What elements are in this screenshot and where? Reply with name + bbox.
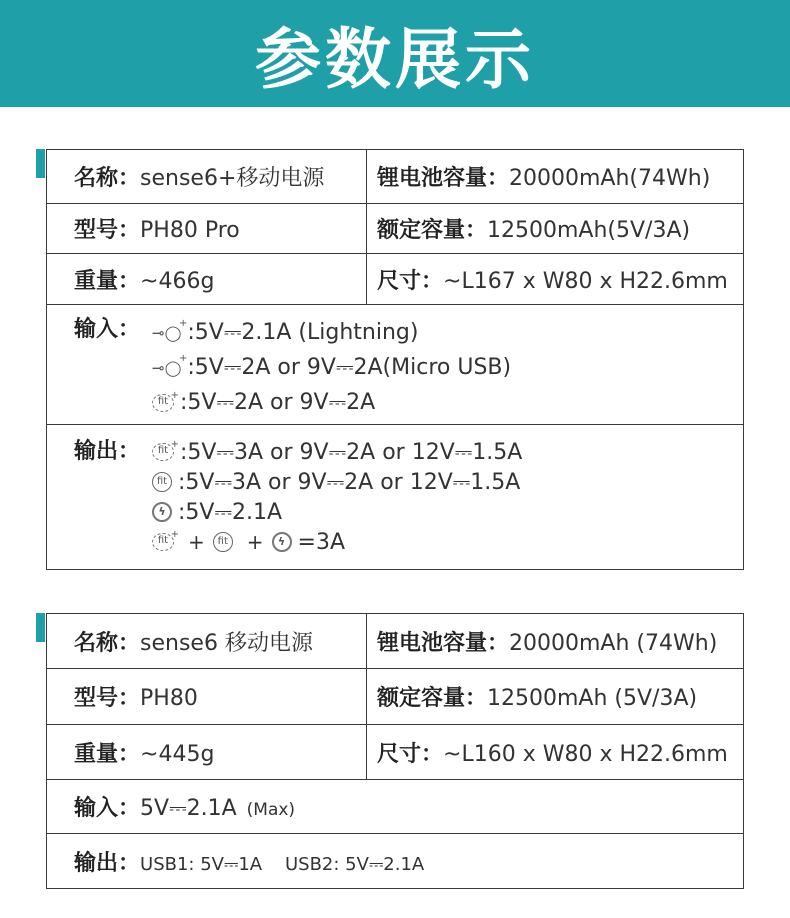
battery-value: 20000mAh(74Wh) (509, 166, 711, 191)
output-line (152, 437, 522, 467)
micro-usb-input-icon: ⊸◯ + (152, 352, 188, 377)
output-label: 输出： (74, 439, 141, 464)
weight-value: ~445g (140, 741, 215, 767)
rated-value: 12500mAh(5V/3A) (487, 218, 691, 243)
input-line (152, 315, 511, 350)
section-accent-bar (36, 149, 45, 178)
table-row (47, 150, 744, 204)
fit-circle-output-icon: fit (213, 532, 233, 552)
table-row (47, 254, 744, 305)
spec-table-std (46, 613, 744, 889)
table-row (47, 305, 744, 425)
output-total-text: =3A (297, 529, 346, 555)
table-row (47, 425, 744, 570)
table-row (47, 780, 744, 834)
plus-sign: + (246, 530, 264, 554)
weight-cell (47, 254, 367, 305)
output-line (152, 467, 522, 497)
model-cell (47, 204, 367, 254)
output-line-text: :5V⎓3A or 9V⎓2A or 12V⎓1.5A (180, 439, 523, 465)
output-total-line (152, 527, 522, 557)
battery-label: 锂电池容量： (377, 630, 510, 656)
section-accent-bar (36, 613, 45, 642)
battery-label: 锂电池容量： (377, 166, 510, 191)
input-line-text: :5V⎓2.1A (Lightning) (187, 320, 419, 345)
input-value: 5V⎓2.1A (140, 796, 237, 821)
output-line (152, 497, 522, 527)
output-value: USB1: 5V⎓1A USB2: 5V⎓2.1A (140, 853, 425, 875)
output-cell (47, 834, 744, 889)
rated-cell (367, 669, 744, 725)
input-cell (47, 305, 744, 425)
input-label: 输入： (74, 796, 141, 821)
weight-value: ~466g (140, 268, 215, 294)
name-value: sense6 移动电源 (140, 630, 313, 656)
input-label: 输入： (74, 317, 141, 342)
battery-cell (367, 150, 744, 204)
input-line (152, 385, 511, 420)
size-cell (367, 254, 744, 305)
fit-circle-output-icon: fit (152, 472, 172, 492)
table-row (47, 614, 744, 669)
rated-label: 额定容量： (377, 686, 488, 711)
model-value: PH80 Pro (140, 218, 240, 243)
weight-cell (47, 725, 367, 780)
size-value: ~L160 x W80 x H22.6mm (443, 741, 728, 767)
header-banner (0, 0, 790, 107)
output-line-text: :5V⎓3A or 9V⎓2A or 12V⎓1.5A (178, 469, 521, 495)
fit-dotted-output-icon: fit + (152, 533, 174, 551)
quick-charge-output-icon: ϟ (152, 502, 172, 522)
input-cell (47, 780, 744, 834)
size-cell (367, 725, 744, 780)
rated-value: 12500mAh (5V/3A) (487, 686, 698, 711)
fit-dotted-output-icon: fit + (152, 443, 174, 461)
output-line-text: :5V⎓2.1A (178, 499, 283, 525)
name-cell (47, 150, 367, 204)
rated-cell (367, 204, 744, 254)
size-label: 尺寸： (377, 268, 444, 294)
model-cell (47, 669, 367, 725)
weight-label: 重量： (74, 268, 141, 294)
table-row (47, 204, 744, 254)
name-label: 名称： (74, 630, 141, 656)
output-label: 输出： (74, 850, 141, 876)
page-title: 参数展示 (255, 21, 535, 98)
table-row (47, 834, 744, 889)
rated-label: 额定容量： (377, 218, 488, 243)
model-label: 型号： (74, 686, 141, 711)
input-line-text: :5V⎓2A or 9V⎓2A(Micro USB) (187, 355, 512, 380)
size-value: ~L167 x W80 x H22.6mm (443, 268, 728, 294)
name-label: 名称： (74, 166, 141, 191)
spec-table-pro (46, 149, 744, 570)
battery-value: 20000mAh (74Wh) (509, 630, 718, 656)
table-row (47, 669, 744, 725)
table-row (47, 725, 744, 780)
model-value: PH80 (140, 686, 198, 711)
input-line (152, 350, 511, 385)
plus-sign: + (188, 530, 205, 554)
lightning-input-icon: ⊸◯ + (152, 317, 188, 342)
input-line-text: :5V⎓2A or 9V⎓2A (180, 390, 376, 415)
input-note: (Max) (246, 800, 296, 820)
name-cell (47, 614, 367, 669)
size-label: 尺寸： (377, 741, 444, 767)
weight-label: 重量： (74, 741, 141, 767)
model-label: 型号： (74, 218, 141, 243)
battery-cell (367, 614, 744, 669)
name-value: sense6+移动电源 (140, 166, 325, 191)
fit-dotted-input-icon: fit + (152, 394, 174, 412)
quick-charge-output-icon: ϟ (272, 532, 292, 552)
output-cell (47, 425, 744, 570)
